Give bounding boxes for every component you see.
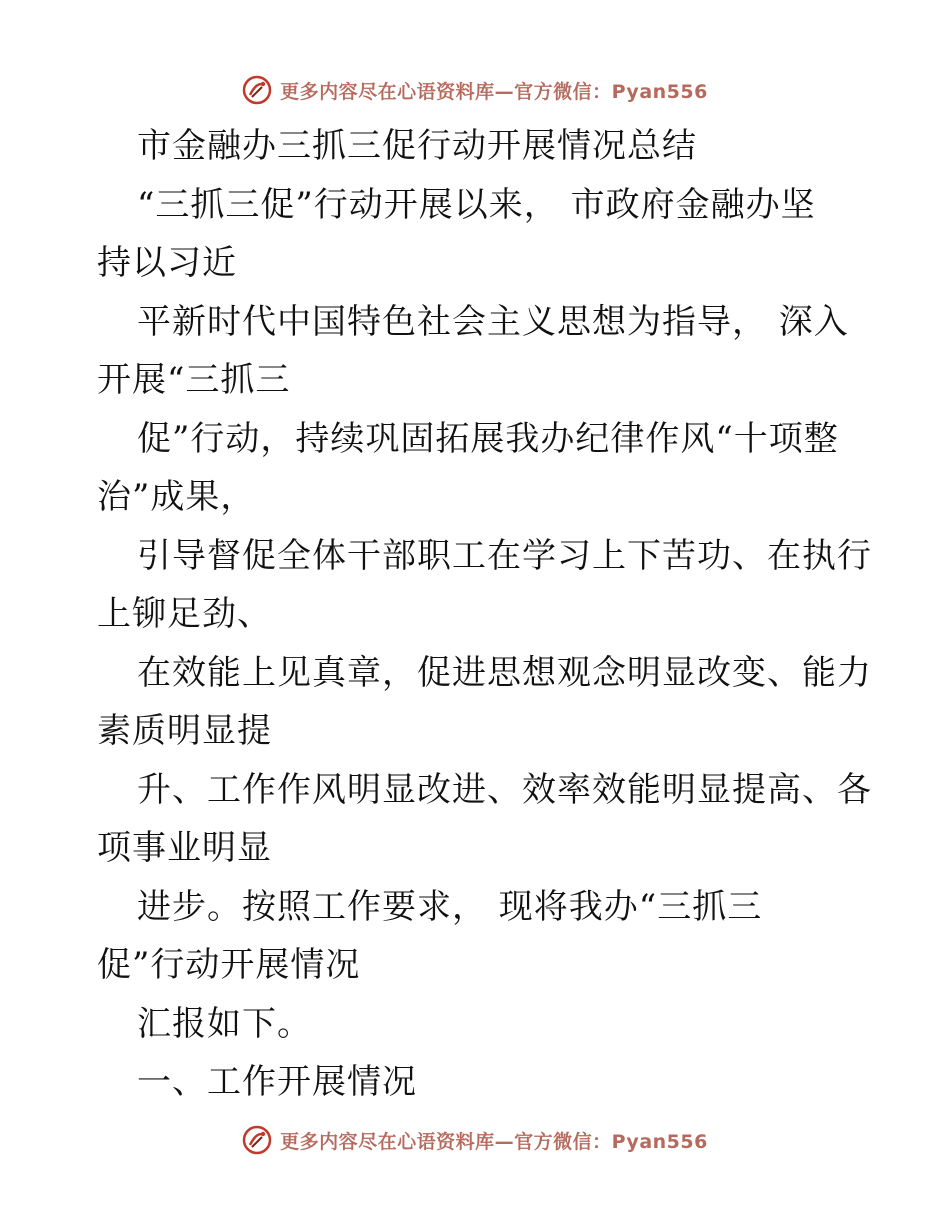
text-line: 项事业明显 (97, 828, 272, 868)
footer-banner-text: 更多内容尽在心语资料库—官方微信：Pyan556 (280, 1130, 708, 1153)
text-line: “三抓三促”行动开展以来， 市政府金融办坚 (137, 184, 816, 225)
text-line: 汇报如下。 (137, 1003, 312, 1044)
footer-banner (0, 1120, 950, 1160)
text-line: 平新时代中国特色社会主义思想为指导， 深入 (137, 301, 849, 342)
text-line: 持以习近 (97, 243, 237, 283)
text-line: 素质明显提 (97, 711, 272, 751)
text-line: 促”行动，持续巩固拓展我办纪律作风“十项整 (137, 418, 839, 459)
header-banner-text: 更多内容尽在心语资料库—官方微信：Pyan556 (280, 80, 708, 103)
text-line: 治”成果， (97, 477, 256, 517)
text-line: 升、工作作风明显改进、效率效能明显提高、各 (137, 769, 872, 810)
section-heading: 一、工作开展情况 (137, 1062, 417, 1102)
document-body (97, 117, 872, 1112)
brand-logo-icon (242, 75, 272, 105)
document-title: 市金融办三抓三促行动开展情况总结 (137, 126, 697, 166)
header-banner (0, 70, 950, 110)
text-line: 在效能上见真章，促进思想观念明显改变、能力 (137, 652, 872, 693)
text-line: 引导督促全体干部职工在学习上下苦功、在执行 (137, 535, 872, 576)
text-line: 开展“三抓三 (97, 360, 291, 400)
text-line: 上铆足劲、 (97, 594, 272, 634)
text-line: 进步。按照工作要求， 现将我办“三抓三 (137, 886, 763, 927)
text-line: 促”行动开展情况 (97, 945, 361, 985)
brand-logo-icon (242, 1125, 272, 1155)
